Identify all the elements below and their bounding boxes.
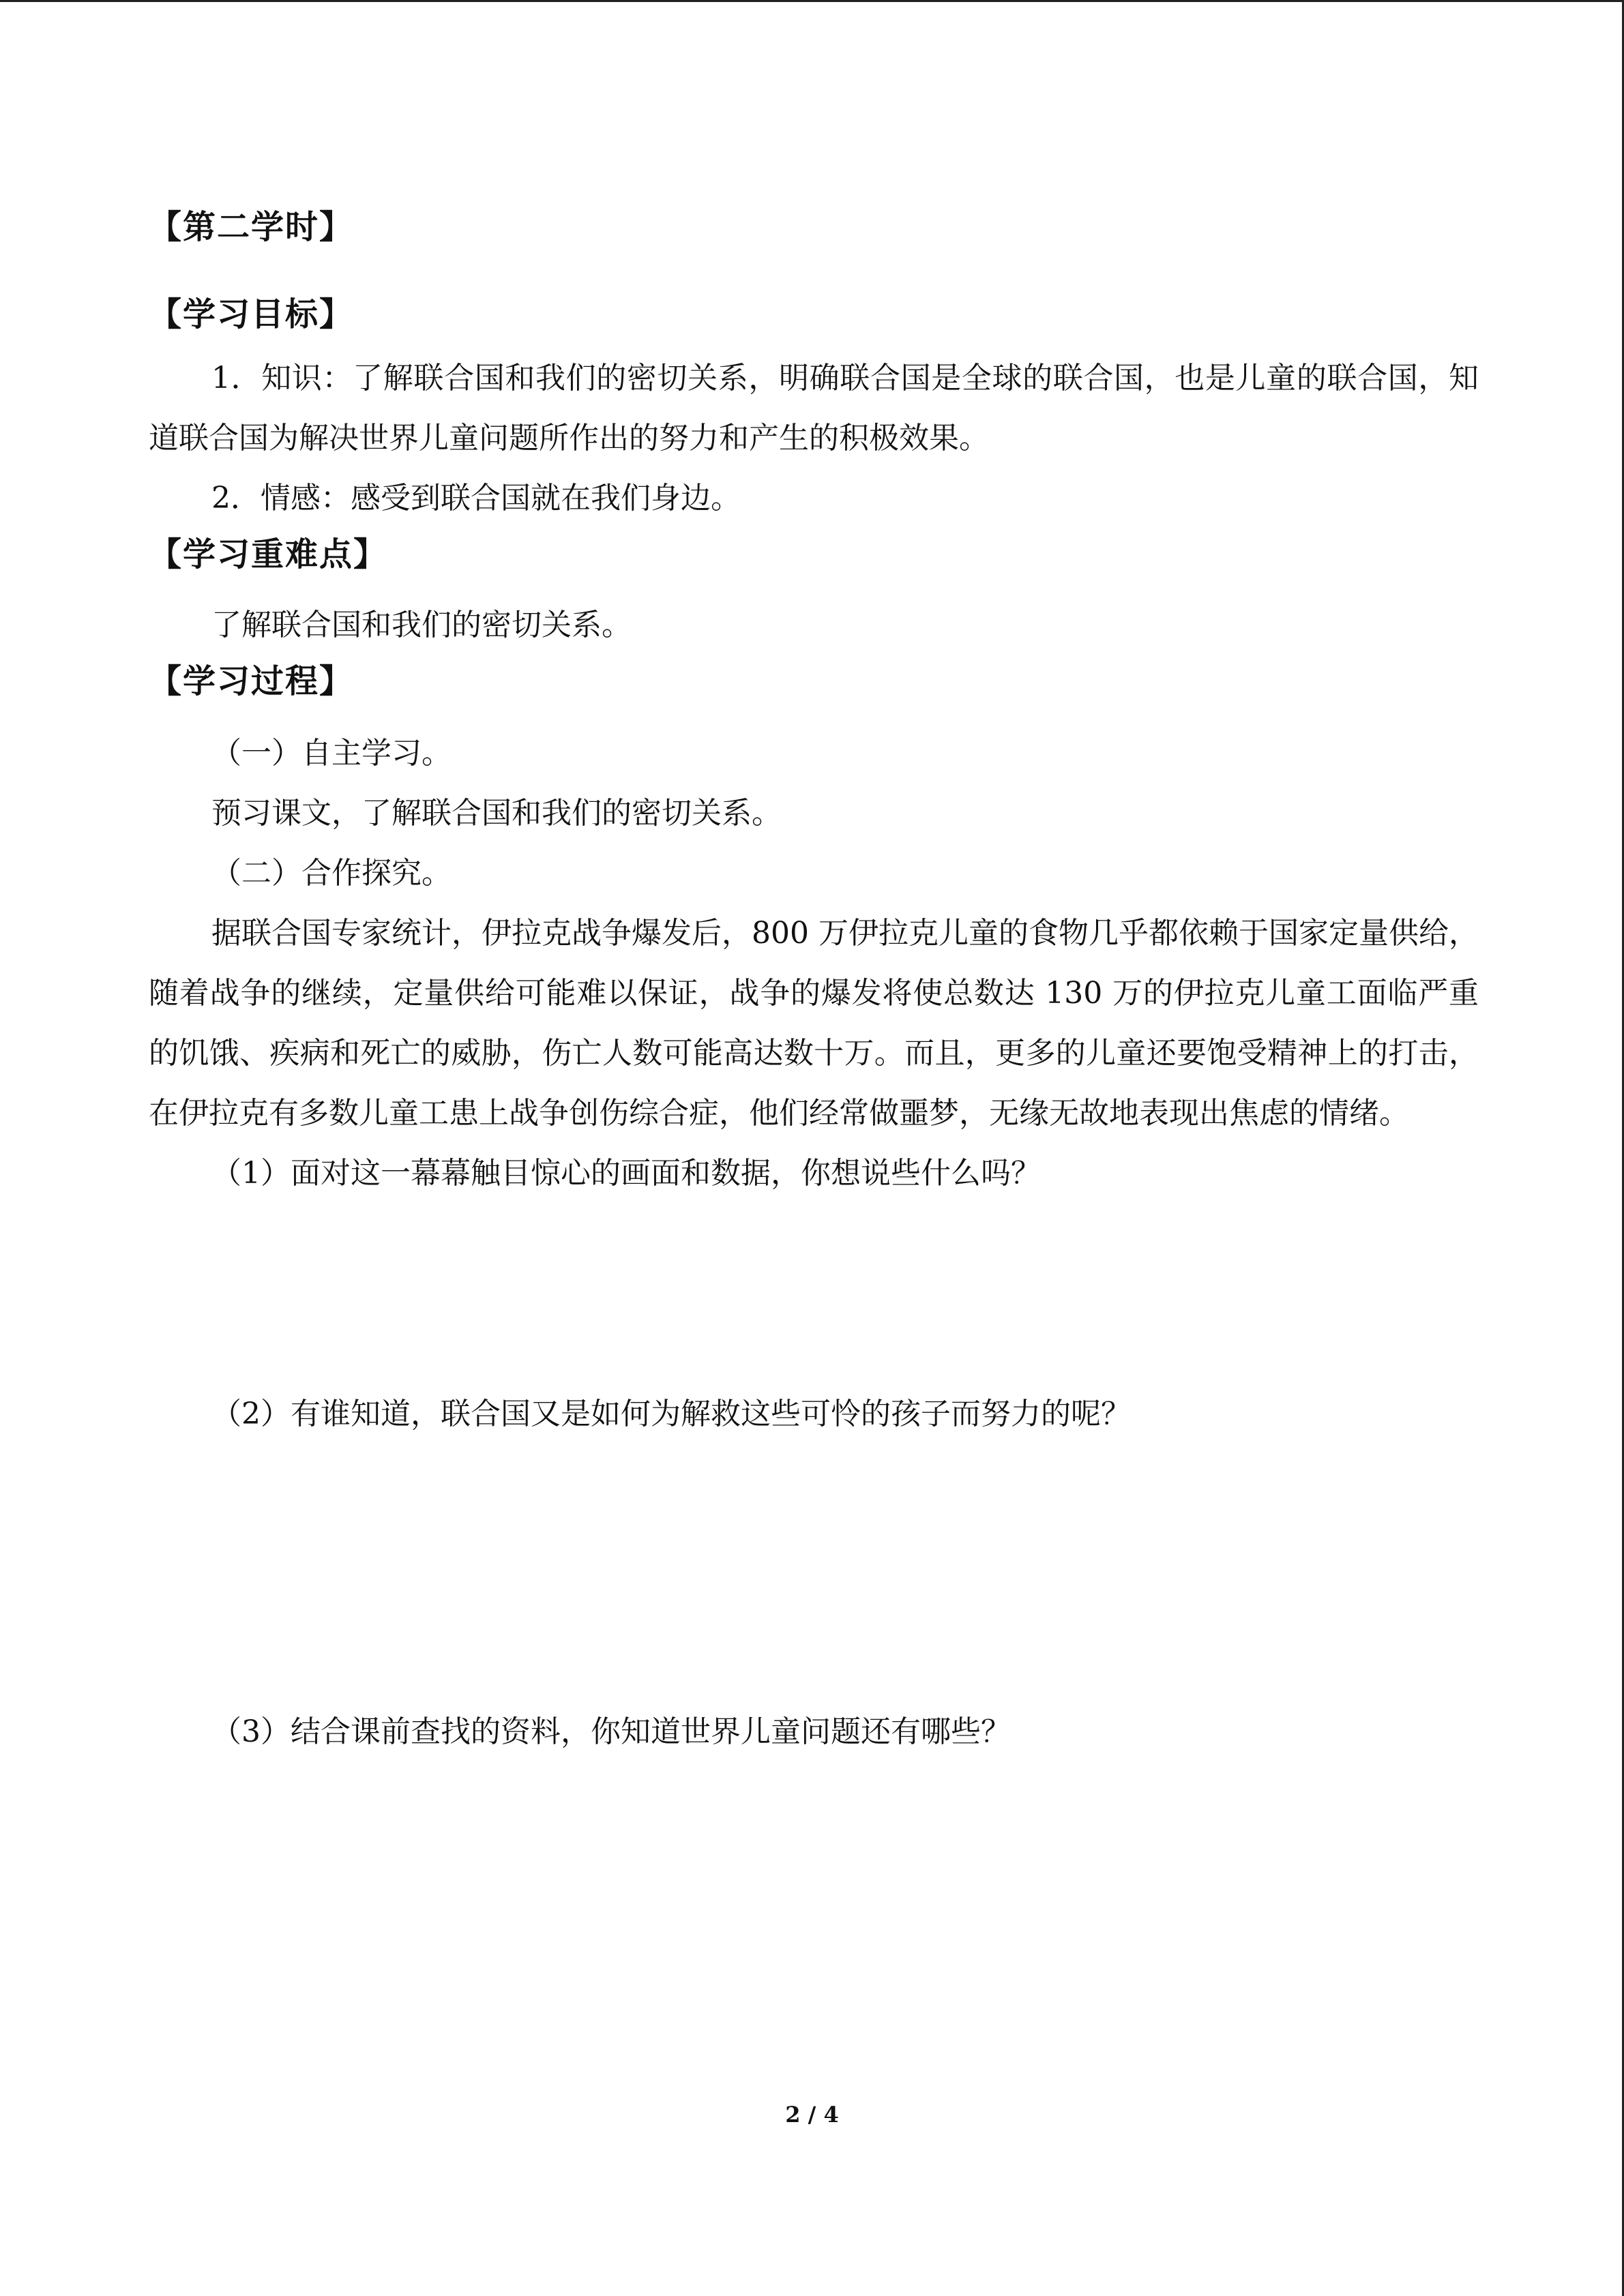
passage-text: 据联合国专家统计，伊拉克战争爆发后，800 万伊拉克儿童的食物几乎都依赖于国家定量供给，随着战争的继续，定量供给可能难以保证，战争的爆发将使总数达 130 万的伊拉克儿童工面临严重的饥饿、疾病和死亡的威胁，伤亡人数可能高达数十万。而且，更多的儿童还要饱受精神上的打击，在伊拉克有多数儿童工患上战争创伤综合症，他们经常做噩梦，无缘无故地表现出焦虑的情绪。: [149, 916, 1479, 1131]
question-3: （3）结合课前查找的资料，你知道世界儿童问题还有哪些？: [211, 1714, 1011, 1749]
process-heading: 【学习过程】: [149, 662, 354, 700]
cooperation-label: （二）合作探究。: [211, 856, 452, 891]
question-2: （2）有谁知道，联合国又是如何为解救这些可怜的孩子而努力的呢？: [211, 1397, 1131, 1431]
section-title: 【第二学时】: [149, 208, 354, 246]
objective-emotion: 2．情感：感受到联合国就在我们身边。: [211, 481, 741, 516]
question-1: （1）面对这一幕幕触目惊心的画面和数据，你想说些什么吗？: [211, 1156, 1041, 1191]
answer-space-1: [149, 1204, 1479, 1384]
objectives-heading: 【学习目标】: [149, 295, 354, 333]
key-points-text: 了解联合国和我们的密切关系。: [211, 608, 632, 642]
document-body: [149, 207, 1479, 1762]
key-points-heading: 【学习重难点】: [149, 535, 388, 573]
objective-knowledge: 1．知识：了解联合国和我们的密切关系，明确联合国是全球的联合国，也是儿童的联合国，知道联合国为解决世界儿童问题所作出的努力和产生的积极效果。: [149, 361, 1479, 456]
self-study-label: （一）自主学习。: [211, 736, 452, 771]
answer-space-2: [149, 1444, 1479, 1702]
page-number: 2 / 4: [785, 2102, 839, 2128]
self-study-text: 预习课文，了解联合国和我们的密切关系。: [211, 796, 782, 831]
